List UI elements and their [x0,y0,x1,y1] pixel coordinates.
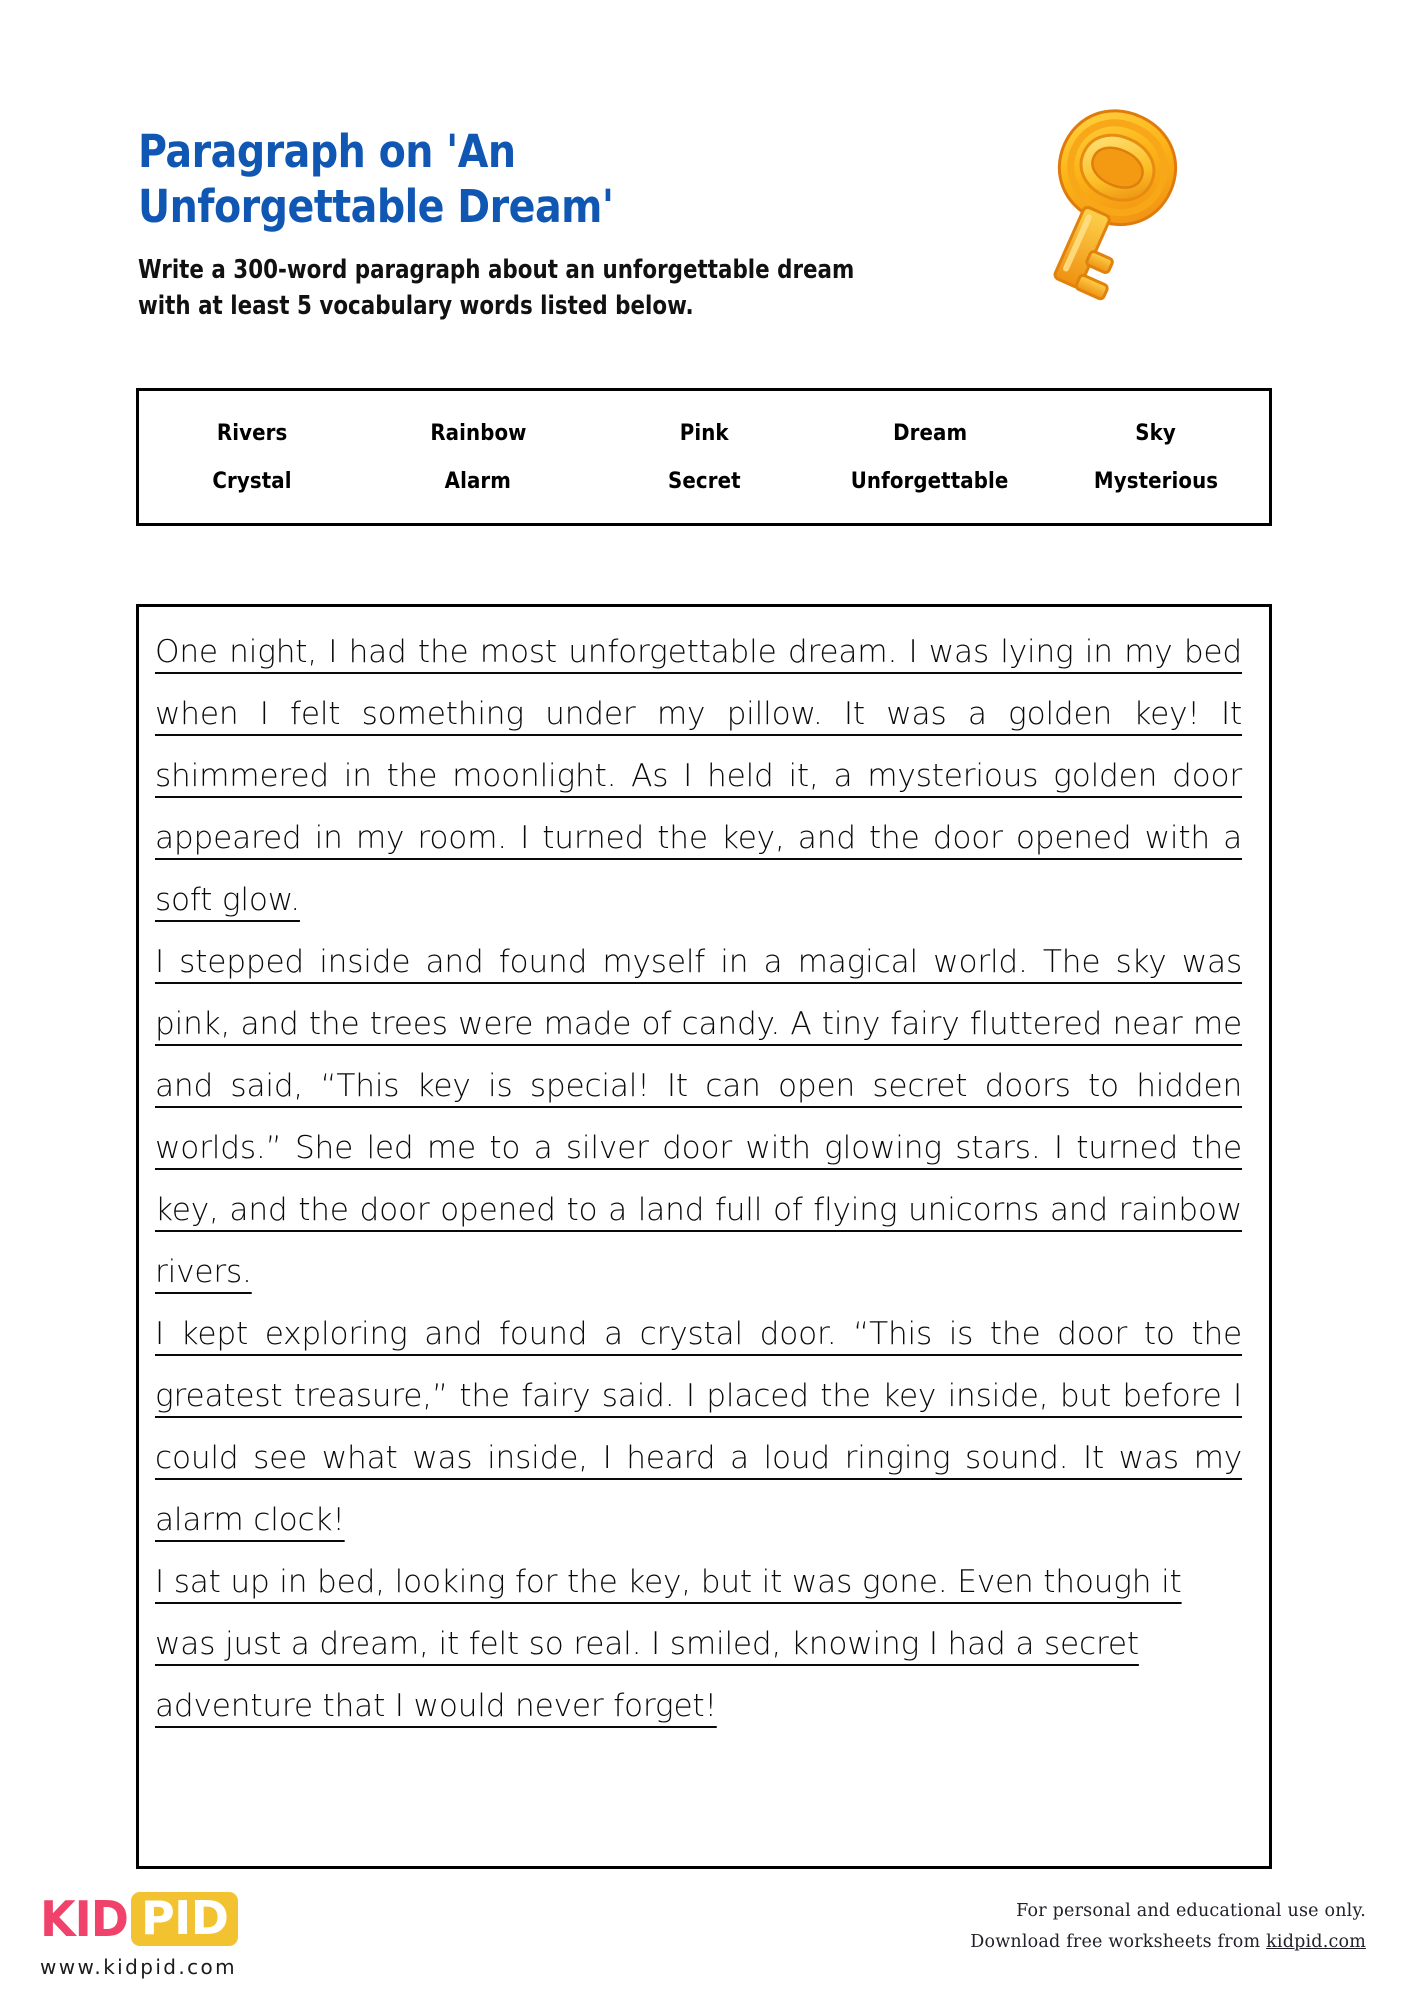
writing-answer-box[interactable] [136,604,1272,1869]
vocabulary-word: Sky [1135,420,1177,446]
kidpid-logo[interactable] [40,1892,238,1979]
vocabulary-word: Rivers [216,420,288,446]
footer-notice-line-2 [970,1927,1366,1958]
vocabulary-word: Alarm [444,468,512,494]
vocabulary-word: Secret [667,468,741,494]
footer-notice-prefix: Download free worksheets from [970,1931,1267,1952]
answer-paragraph: One night, I had the most unforgettable dream. I was lying in my bed when I felt something under my pillow. It was a golden key! It shimmered in the moonlight. As I held it, a mysterious golden door appeared in my room. I turned the key, and the door opened with a soft glow. [155,634,1243,918]
vocabulary-row [139,469,1269,494]
vocabulary-word: Unforgettable [851,468,1009,494]
page-title: Paragraph on 'An Unforgettable Dream' [138,125,614,233]
vocabulary-word: Pink [679,420,729,446]
logo-kid-text: KID [40,1890,128,1948]
answer-paragraph: I stepped inside and found myself in a magical world. The sky was pink, and the trees were made of candy. A tiny fairy fluttered near me and said, “This key is special! It can open secret doors to hidden worlds.” She led me to a silver door with glowing stars. I turned the key, and the door opened to a land full of flying unicorns and rainbow rivers. [155,944,1243,1290]
logo-mark [40,1892,238,1946]
instructions-text: Write a 300-word paragraph about an unforgettable dream with at least 5 vocabulary words listed below. [138,254,855,321]
footer-notice-line-1: For personal and educational use only. [1016,1901,1366,1921]
vocabulary-box [136,388,1272,526]
answer-paragraph: I kept exploring and found a crystal door. “This is the door to the greatest treasure,” the fairy said. I placed the key inside, but before I could see what was inside, I heard a loud ringing sound. It was my alarm clock! [155,1316,1243,1538]
footer-notice [970,1896,1366,1957]
page-footer [0,1884,1414,2000]
footer-kidpid-link[interactable]: kidpid.com [1266,1931,1366,1952]
logo-url-text: www.kidpid.com [40,1955,238,1979]
vocabulary-word: Crystal [212,468,292,494]
vocabulary-word: Dream [892,420,968,446]
answer-paragraph: I sat up in bed, looking for the key, but it was gone. Even though it was just a dream, it felt so real. I smiled, knowing I had a secret adventure that I would never forget! [155,1564,1182,1724]
logo-pid-text: PID [131,1892,239,1946]
golden-key-icon [1000,100,1200,315]
vocabulary-word: Rainbow [429,420,527,446]
vocabulary-row [139,421,1269,446]
vocabulary-word: Mysterious [1093,468,1219,494]
